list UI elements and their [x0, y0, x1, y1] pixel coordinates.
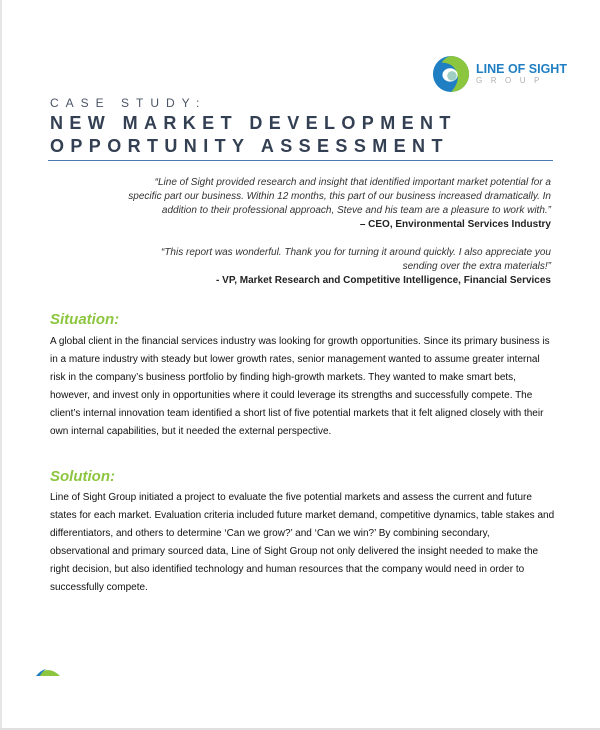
quote-line: “This report was wonderful. Thank you for turning it around quickly. I also appreciate you — [160, 247, 551, 258]
testimonial-quote — [128, 176, 551, 232]
solution-body — [50, 489, 554, 597]
quote-author: – CEO, Environmental Services Industry — [359, 219, 551, 230]
body-line: in a mature industry with steady but lower growth rates, senior management wanted to assume greater internal — [50, 354, 540, 365]
situation-body — [50, 333, 550, 441]
body-line: client’s internal innovation team identified a short list of five potential markets that it felt aligned closely with their — [50, 408, 544, 419]
company-logo — [432, 55, 567, 93]
body-line: observational and primary sourced data, Line of Sight Group not only delivered the insight needed to make the — [50, 546, 539, 557]
quote-line: “Line of Sight provided research and insight that identified important market potential for a — [154, 177, 551, 188]
body-line: risk in the company’s business portfolio by finding high-growth markets. They wanted to make smart bets, — [50, 372, 516, 383]
body-line: own internal capabilities, but it needed the external perspective. — [50, 426, 332, 437]
quote-line: addition to their professional approach, Steve and his team are a pleasure to work with.” — [161, 205, 551, 216]
situation-heading: Situation: — [50, 311, 120, 328]
solution-heading: Solution: — [50, 468, 115, 485]
footer-logo-icon — [36, 668, 60, 676]
body-line: right decision, but also identified technology and human resources that the company would need in order to — [50, 564, 525, 575]
title-line: OPPORTUNITY ASSESSMENT — [50, 136, 449, 156]
page-title — [50, 112, 457, 158]
body-line: states for each market. Evaluation criteria included future market demand, competitive dynamics, table stakes and — [50, 510, 555, 521]
body-line: however, and invest only in opportunities where it could leverage its strengths and successfully compete. The — [50, 390, 533, 401]
quote-line: specific part our business. Within 12 months, this part of our business increased dramatically. In — [128, 191, 551, 202]
logo-subtitle: GROUP — [476, 75, 548, 85]
body-line: differentiators, and others to determine ‘Can we grow?’ and ‘Can we win?’ By combining secondary, — [50, 528, 490, 539]
body-line: Line of Sight Group initiated a project to evaluate the five potential markets and assess the current and future — [50, 492, 532, 503]
body-line: A global client in the financial services industry was looking for growth opportunities. Since its primary business is — [50, 336, 550, 347]
title-line: NEW MARKET DEVELOPMENT — [50, 113, 457, 133]
body-line: successfully compete. — [50, 582, 148, 593]
page-edge — [0, 0, 2, 730]
title-divider — [48, 160, 553, 161]
quote-author: - VP, Market Research and Competitive Intelligence, Financial Services — [216, 275, 551, 286]
quote-line: sending over the extra materials!” — [402, 261, 551, 272]
testimonial-quote — [161, 246, 551, 288]
eye-logo-icon — [432, 55, 470, 93]
logo-name: LINE OF SIGHT — [476, 61, 567, 76]
case-study-kicker: CASE STUDY: — [50, 96, 207, 110]
